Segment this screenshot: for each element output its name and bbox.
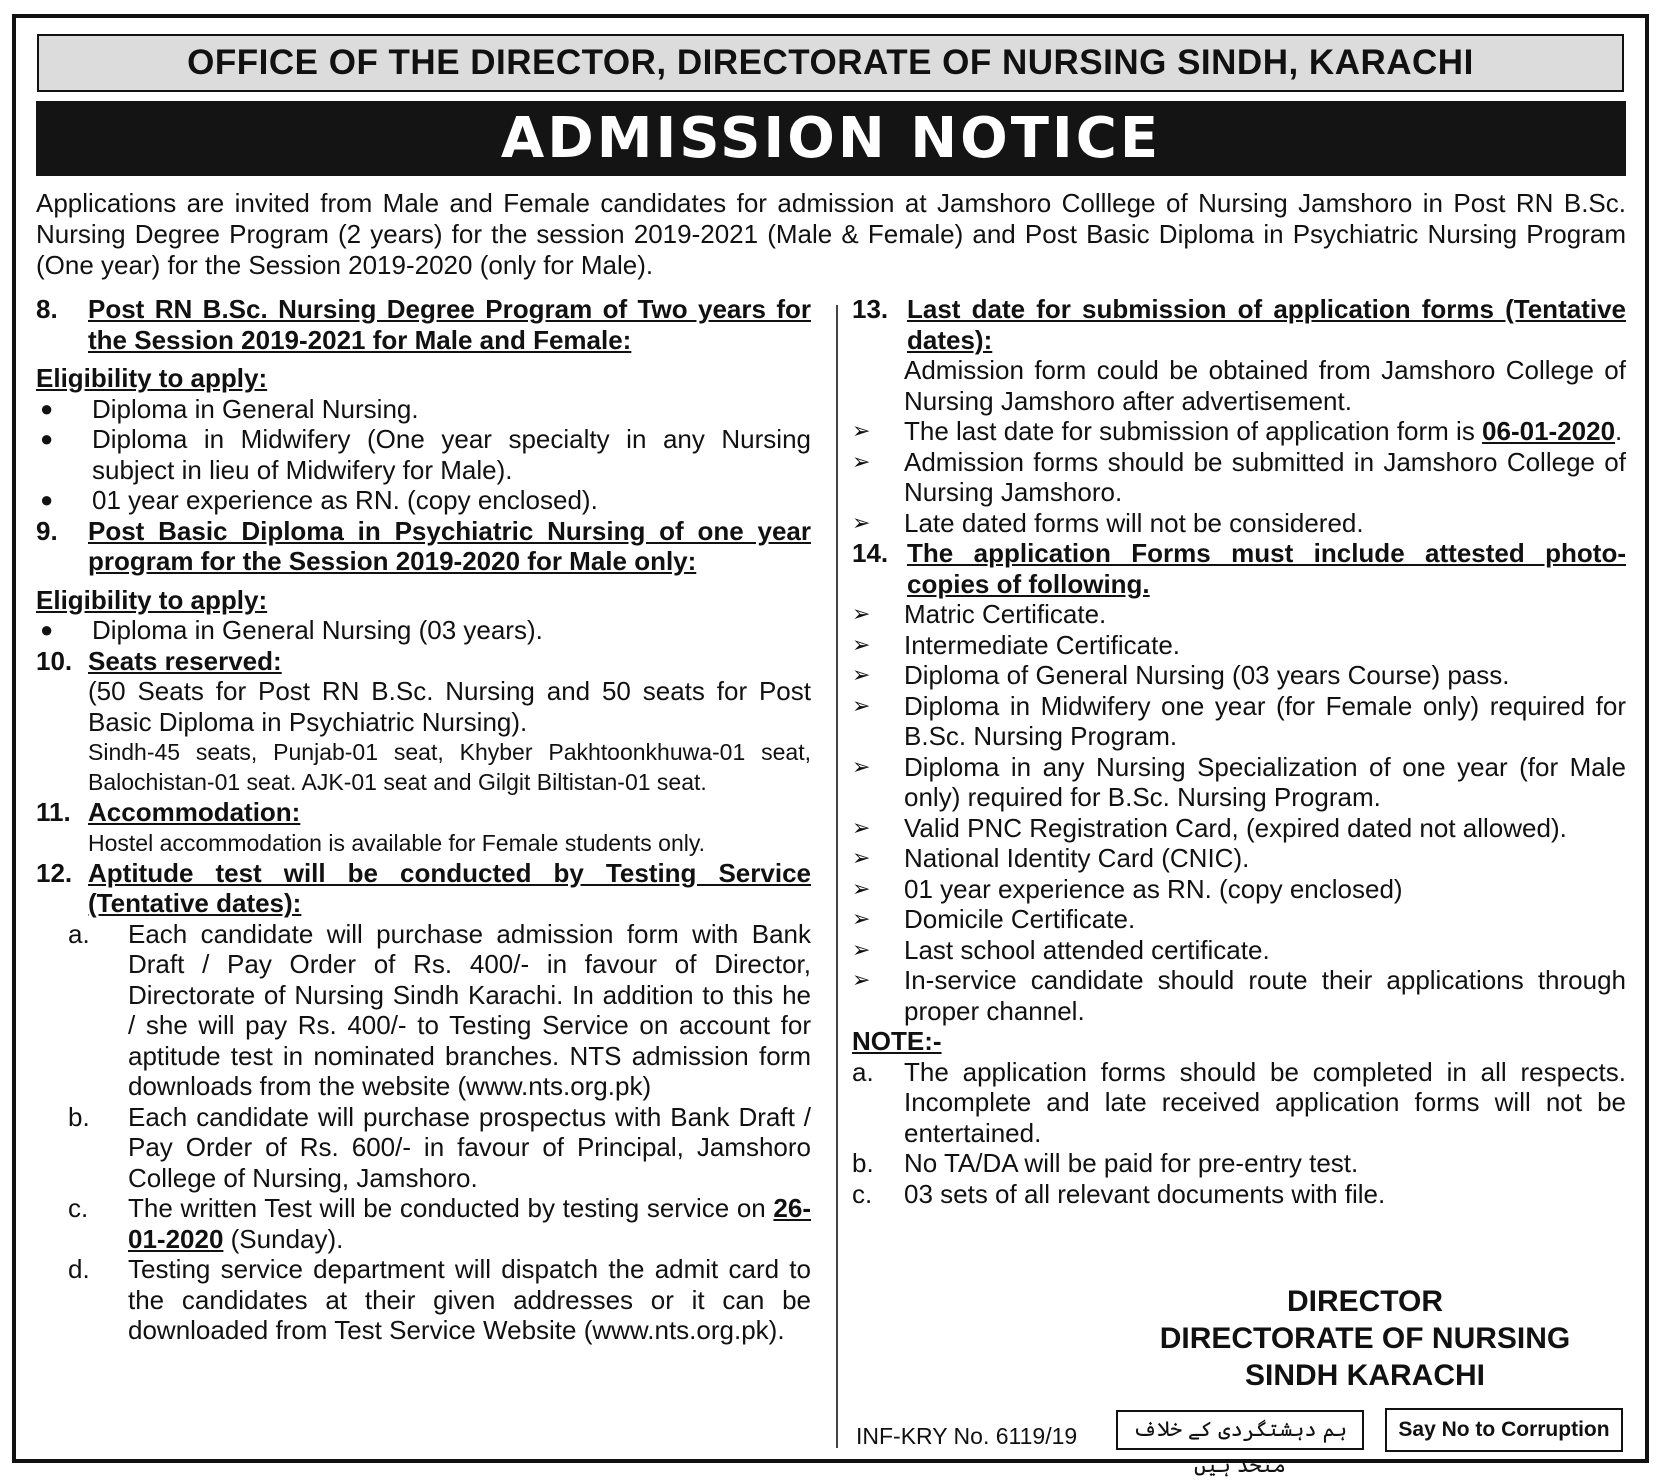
section-8 [36,294,811,355]
signature-block [1100,1283,1630,1394]
section-14 [852,538,1626,599]
arrow-icon: ➢ [852,418,871,443]
item-letter: d. [68,1254,90,1284]
bullet-icon: ● [40,617,54,642]
item-text: Last school attended certificate. [904,934,1270,965]
section-body [36,828,811,858]
arrow-icon: ➢ [852,662,871,687]
section-heading: Aptitude test will be conducted by Testing Service (Tentative dates): [88,857,811,918]
arrow-icon: ➢ [852,967,871,992]
section-heading: Post RN B.Sc. Nursing Degree Program of Two years for the Session 2019-2021 for Male and Female: [88,294,811,355]
say-no-to-corruption-box: Say No to Corruption [1385,1408,1623,1452]
admission-form-text: Admission form could be obtained from Jamshoro College of Nursing Jamshoro after advertisement. [904,355,1626,416]
item-text: National Identity Card (CNIC). [904,843,1250,873]
section-number: 9. [36,515,58,546]
arrow-item [852,935,1626,966]
section-heading: Seats reserved: [88,645,282,676]
section-9 [36,516,811,577]
office-title: OFFICE OF THE DIRECTOR, DIRECTORATE OF NURSING SINDH, KARACHI [37,34,1624,92]
bullet-text: Diploma in Midwifery (One year specialty in any Nursing subject in lieu of Midwifery for Male). [92,424,811,485]
bullet-icon: ● [40,426,54,451]
column-divider [836,305,838,1448]
note-heading: NOTE:- [852,1026,942,1056]
arrow-item [852,416,1626,447]
signature-line-2: DIRECTORATE OF NURSING [1159,1322,1571,1355]
eligibility-heading: Eligibility to apply: [36,584,268,615]
arrow-icon: ➢ [852,631,871,657]
section-body [852,355,1626,416]
section-13 [852,294,1626,355]
admission-notice-banner: ADMISSION NOTICE [36,101,1626,176]
item-text: 01 year experience as RN. (copy enclosed) [904,873,1403,904]
item-text [128,1193,811,1254]
bullet-text: 01 year experience as RN. (copy enclosed). [92,485,598,515]
section-number: 11. [36,797,71,827]
item-text: Matric Certificate. [904,599,1107,629]
arrow-item [852,447,1626,508]
eligibility-heading: Eligibility to apply: [36,363,268,393]
bullet-icon: ● [40,487,54,512]
item-text: Late dated forms will not be considered. [904,507,1364,538]
item-text: 03 sets of all relevant documents with file. [904,1178,1386,1209]
item-text: Admission forms should be submitted in Jamshoro College of Nursing Jamshoro. [904,446,1626,507]
test-text: The written Test will be conducted by testing service on [128,1193,774,1223]
last-date: 06-01-2020 [1482,416,1616,446]
section-heading: Last date for submission of application forms (Tentative dates): [907,294,1626,355]
arrow-item [852,843,1626,874]
item-text: In-service candidate should route their applications through proper channel. [904,965,1626,1026]
item-letter: c. [68,1193,89,1223]
section-12 [36,858,811,919]
item-text: Intermediate Certificate. [904,629,1181,660]
section-number: 10. [36,645,73,676]
arrow-icon: ➢ [852,601,871,626]
right-column [852,294,1626,1209]
bullet-text: Diploma in General Nursing. [92,393,419,424]
item-text: No TA/DA will be paid for pre-entry test. [904,1148,1359,1178]
item-letter: b. [68,1101,90,1132]
arrow-icon: ➢ [852,692,871,718]
note-item [852,1179,1626,1210]
arrow-item [852,508,1626,539]
arrow-item [852,904,1626,935]
signature-line-3: SINDH KARACHI [1245,1359,1485,1392]
test-date: 26-01-2020 [128,1193,811,1254]
item-letter: c. [852,1178,873,1209]
arrow-item [852,813,1626,844]
bullet-text: Diploma in General Nursing (03 years). [92,615,543,645]
item-text: Diploma in any Nursing Specialization of one year (for Male only) required for B.Sc. Nursing Program. [904,751,1626,812]
province-seats: Sindh-45 seats, Punjab-01 seat, Khyber Pakhtoonkhuwa-01 seat, Balochistan-01 seat. AJK-01 seat and Gilgit Biltistan-01 seat. [88,739,811,795]
bullet-item [36,424,811,485]
arrow-item [852,965,1626,1026]
signature-line-1: DIRECTOR [1286,1285,1444,1318]
test-day: (Sunday). [223,1223,344,1254]
section-number: 14. [852,538,889,568]
last-date-text: The last date for submission of application form is [904,416,1483,446]
item-text [904,416,1626,447]
note-item [852,1148,1626,1179]
item-letter: b. [852,1148,874,1178]
arrow-icon: ➢ [852,509,871,535]
lettered-item [36,1193,811,1254]
bullet-item [36,615,811,646]
section-number: 8. [36,294,58,324]
arrow-icon: ➢ [852,448,871,474]
item-text: Domicile Certificate. [904,904,1136,934]
item-text: Each candidate will purchase admission form with Bank Draft / Pay Order of Rs. 400/- in favour of Director, Directorate of Nursing Sindh Karachi. In addition to this he / she will pay Rs. 400/- to Testing Service on account for aptitude test in nominated branches. NTS admission form downloads from the website (www.nts.org.pk) [128,918,811,1101]
arrow-item [852,752,1626,813]
note-item [852,1057,1626,1149]
document-list [852,599,1626,1026]
accommodation-text: Hostel accommodation is available for Female students only. [88,829,706,856]
item-text: Testing service department will dispatch the admit card to the candidates at their given addresses or it can be downloaded from Test Service Website (www.nts.org.pk). [128,1254,811,1345]
arrow-item [852,599,1626,630]
lettered-item [36,919,811,1102]
section-heading: The application Forms must include attested photo-copies of following. [907,538,1626,599]
lettered-item [36,1254,811,1346]
item-text: Diploma of General Nursing (03 years Course) pass. [904,660,1510,690]
arrow-item [852,630,1626,661]
item-text: Valid PNC Registration Card, (expired dated not allowed). [904,812,1567,843]
intro-paragraph: Applications are invited from Male and Female candidates for admission at Jamshoro Colllege of Nursing Jamshoro in Post RN B.Sc. Nursing Degree Program (2 years) for the session 2019-2021 (Male & Female) and Post Basic Diploma in Psychiatric Nursing Program (One year) for the Session 2019-2020 (only for Male). [36,188,1626,280]
period: . [1615,416,1623,446]
item-letter: a. [852,1056,874,1087]
seats-text: (50 Seats for Post RN B.Sc. Nursing and 50 seats for Post Basic Diploma in Psychiatric Nursing). [88,676,811,737]
bullet-icon: ● [40,395,54,421]
section-number: 12. [36,857,73,888]
arrow-icon: ➢ [852,906,871,931]
arrow-icon: ➢ [852,814,871,840]
left-column [36,294,811,1346]
arrow-icon: ➢ [852,753,871,779]
arrow-item [852,691,1626,752]
arrow-icon: ➢ [852,845,871,870]
section-heading: Accommodation: [88,797,301,827]
section-11 [36,797,811,828]
arrow-item [852,874,1626,905]
inf-number: INF-KRY No. 6119/19 [856,1423,1078,1449]
section-number: 13. [852,294,889,324]
bullet-item [36,394,811,425]
section-body [36,676,811,797]
item-text: Each candidate will purchase prospectus with Bank Draft / Pay Order of Rs. 600/- in favour of Principal, Jamshoro College of Nursing, Jamshoro. [128,1101,811,1193]
section-10 [36,646,811,677]
lettered-item [36,1102,811,1194]
arrow-icon: ➢ [852,936,871,962]
arrow-item [852,660,1626,691]
arrow-icon: ➢ [852,875,871,901]
item-text: Diploma in Midwifery one year (for Female only) required for B.Sc. Nursing Program. [904,690,1626,751]
item-text: The application forms should be completed in all respects. Incomplete and late received application forms will not be entertained. [904,1056,1626,1148]
bullet-item [36,485,811,516]
section-heading: Post Basic Diploma in Psychiatric Nursing of one year program for the Session 2019-2020 for Male only: [88,515,811,576]
urdu-slogan-box: ہم دہشتگردی کے خلاف متحد ہیں [1116,1410,1364,1450]
item-letter: a. [68,918,90,949]
